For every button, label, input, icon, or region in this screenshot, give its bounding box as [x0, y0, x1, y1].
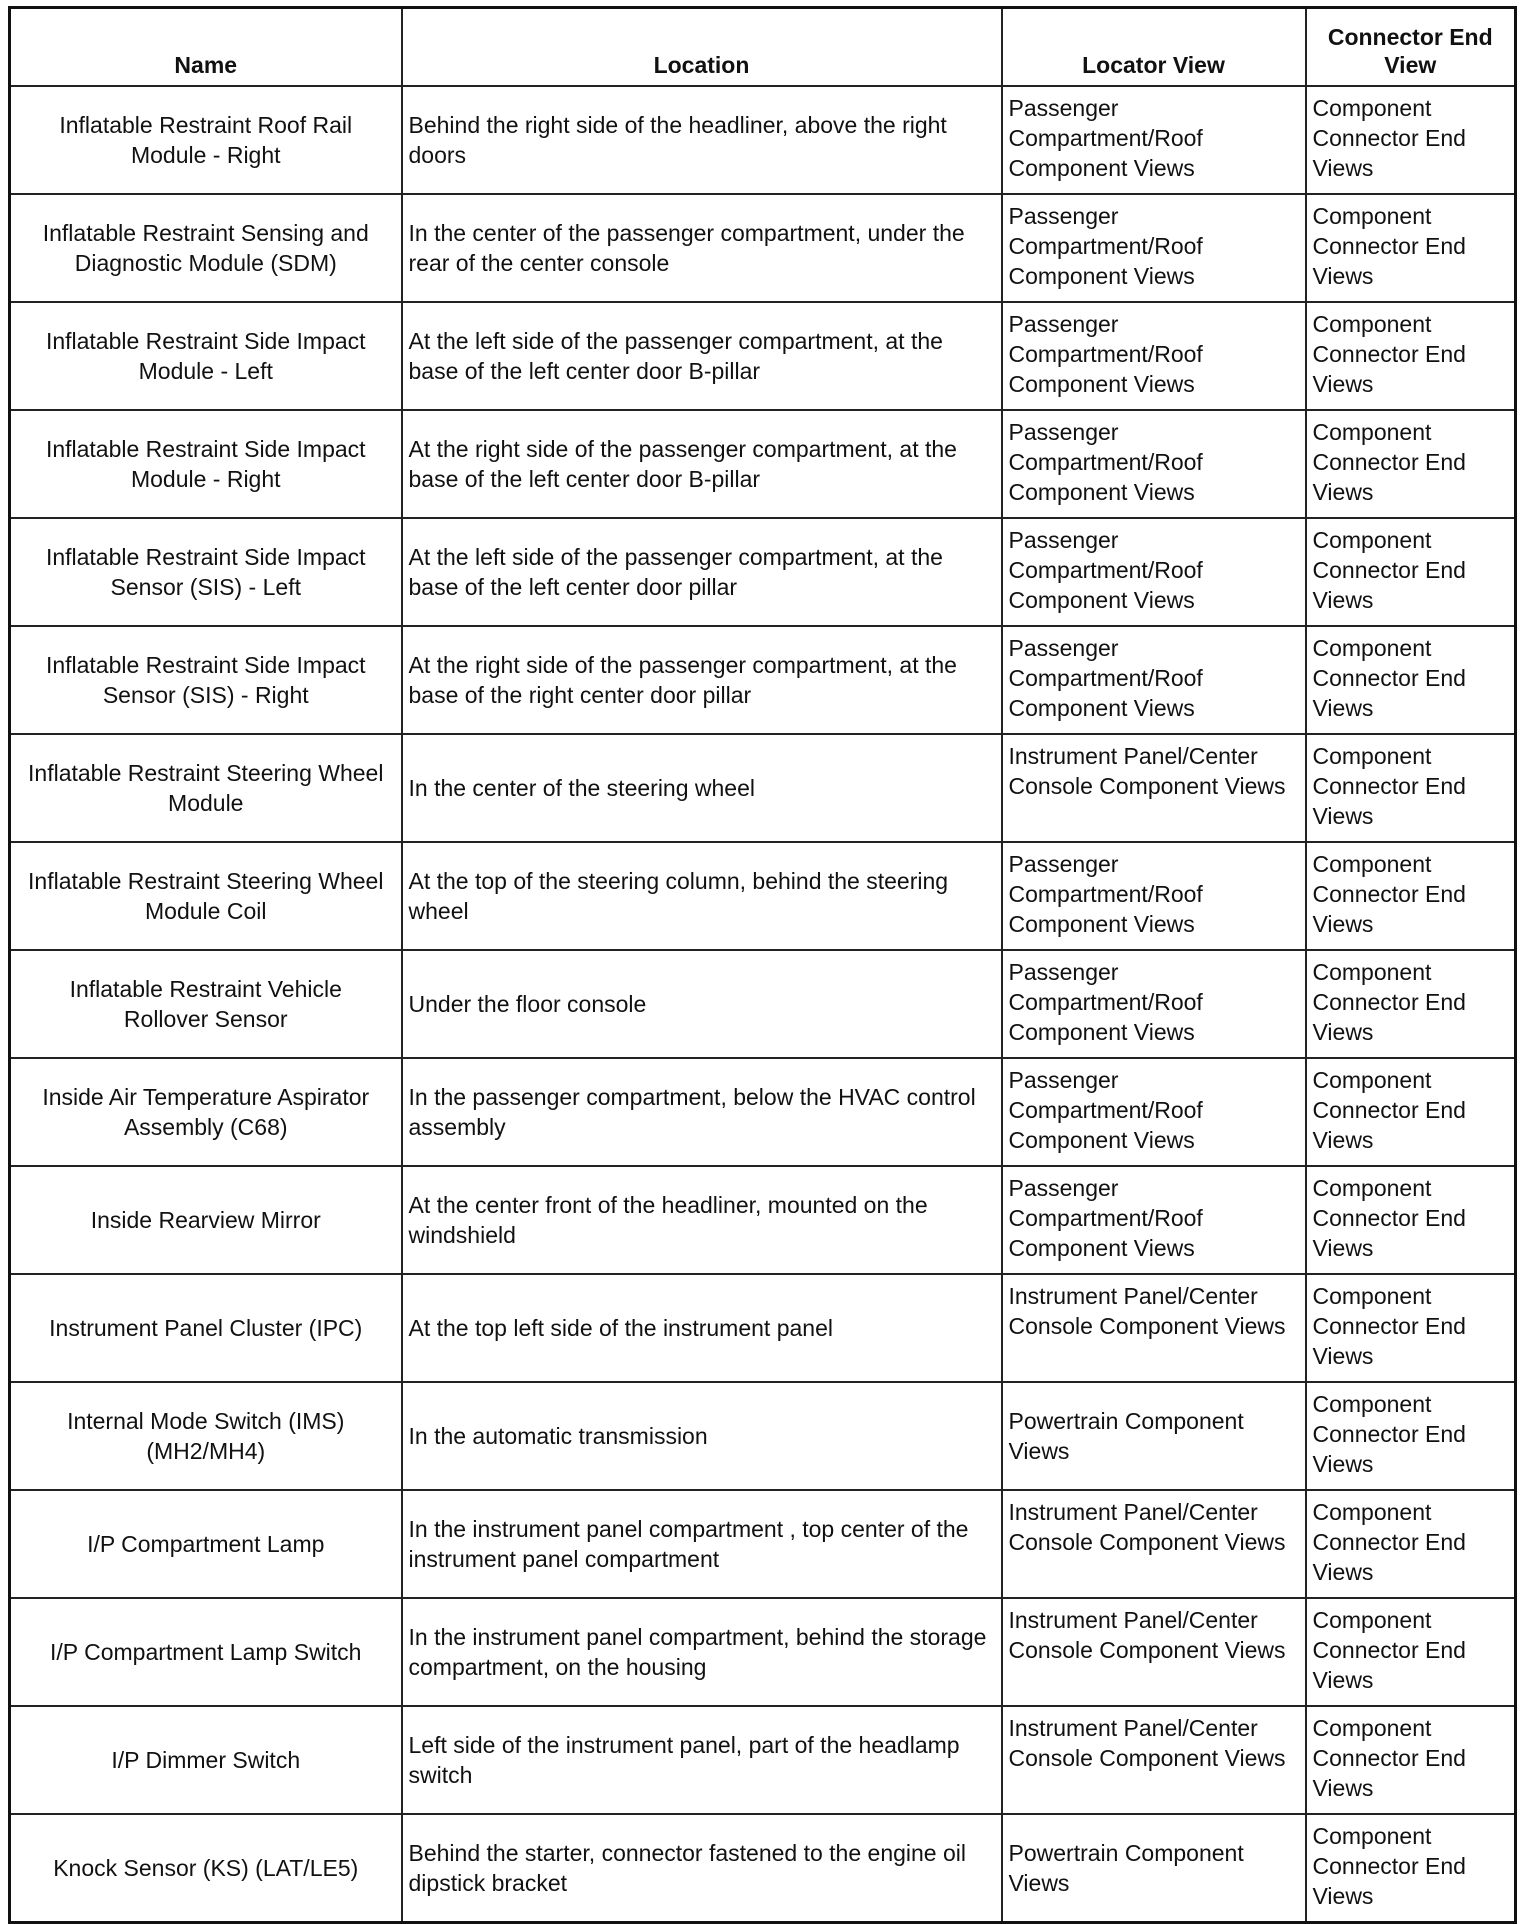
cell-name: Inflatable Restraint Roof Rail Module - Right [10, 86, 402, 194]
header-location: Location [402, 8, 1002, 87]
cell-location: In the automatic transmission [402, 1382, 1002, 1490]
cell-locator-view: Passenger Compartment/Roof Component Views [1002, 842, 1306, 950]
cell-connector-end-view: Component Connector End Views [1306, 1382, 1516, 1490]
cell-location: In the instrument panel compartment, behind the storage compartment, on the housing [402, 1598, 1002, 1706]
cell-connector-end-view: Component Connector End Views [1306, 1598, 1516, 1706]
cell-location: In the instrument panel compartment , top center of the instrument panel compartment [402, 1490, 1002, 1598]
cell-location: In the passenger compartment, below the HVAC control assembly [402, 1058, 1002, 1166]
cell-locator-view: Passenger Compartment/Roof Component Views [1002, 1058, 1306, 1166]
cell-connector-end-view: Component Connector End Views [1306, 194, 1516, 302]
table-row [10, 1058, 1516, 1166]
cell-name: Internal Mode Switch (IMS) (MH2/MH4) [10, 1382, 402, 1490]
table-row [10, 1382, 1516, 1490]
cell-name: Inflatable Restraint Side Impact Module - Right [10, 410, 402, 518]
document-page [8, 6, 1514, 1909]
cell-location: In the center of the passenger compartment, under the rear of the center console [402, 194, 1002, 302]
cell-location: At the right side of the passenger compartment, at the base of the left center door B-pillar [402, 410, 1002, 518]
table-row [10, 302, 1516, 410]
cell-location: At the center front of the headliner, mounted on the windshield [402, 1166, 1002, 1274]
cell-location: At the left side of the passenger compartment, at the base of the left center door B-pillar [402, 302, 1002, 410]
cell-name: I/P Compartment Lamp [10, 1490, 402, 1598]
cell-location: At the top left side of the instrument panel [402, 1274, 1002, 1382]
cell-connector-end-view: Component Connector End Views [1306, 518, 1516, 626]
cell-locator-view: Instrument Panel/Center Console Component Views [1002, 1274, 1306, 1382]
cell-locator-view: Passenger Compartment/Roof Component Views [1002, 626, 1306, 734]
cell-connector-end-view: Component Connector End Views [1306, 1490, 1516, 1598]
cell-name: I/P Compartment Lamp Switch [10, 1598, 402, 1706]
cell-connector-end-view: Component Connector End Views [1306, 1814, 1516, 1923]
cell-name: Inflatable Restraint Steering Wheel Module Coil [10, 842, 402, 950]
cell-locator-view: Passenger Compartment/Roof Component Views [1002, 518, 1306, 626]
cell-location: Behind the right side of the headliner, above the right doors [402, 86, 1002, 194]
table-row [10, 194, 1516, 302]
table-row [10, 1706, 1516, 1814]
table-row [10, 1490, 1516, 1598]
cell-locator-view: Passenger Compartment/Roof Component Views [1002, 302, 1306, 410]
cell-locator-view: Passenger Compartment/Roof Component Views [1002, 410, 1306, 518]
cell-connector-end-view: Component Connector End Views [1306, 1706, 1516, 1814]
cell-name: Inside Rearview Mirror [10, 1166, 402, 1274]
table-row [10, 1598, 1516, 1706]
cell-location: At the top of the steering column, behind the steering wheel [402, 842, 1002, 950]
cell-connector-end-view: Component Connector End Views [1306, 410, 1516, 518]
cell-name: Inflatable Restraint Side Impact Sensor (SIS) - Left [10, 518, 402, 626]
cell-name: Inflatable Restraint Side Impact Sensor (SIS) - Right [10, 626, 402, 734]
cell-locator-view: Passenger Compartment/Roof Component Views [1002, 1166, 1306, 1274]
cell-connector-end-view: Component Connector End Views [1306, 86, 1516, 194]
cell-connector-end-view: Component Connector End Views [1306, 1274, 1516, 1382]
cell-connector-end-view: Component Connector End Views [1306, 1058, 1516, 1166]
cell-location: At the left side of the passenger compartment, at the base of the left center door pillar [402, 518, 1002, 626]
cell-name: Inside Air Temperature Aspirator Assembly (C68) [10, 1058, 402, 1166]
cell-locator-view: Passenger Compartment/Roof Component Views [1002, 950, 1306, 1058]
table-row [10, 734, 1516, 842]
table-header-row [10, 8, 1516, 87]
header-connector-end-view: Connector End View [1306, 8, 1516, 87]
header-locator-view: Locator View [1002, 8, 1306, 87]
cell-connector-end-view: Component Connector End Views [1306, 626, 1516, 734]
cell-locator-view: Instrument Panel/Center Console Component Views [1002, 1490, 1306, 1598]
table-row [10, 1814, 1516, 1923]
cell-name: Inflatable Restraint Steering Wheel Module [10, 734, 402, 842]
cell-name: Inflatable Restraint Sensing and Diagnostic Module (SDM) [10, 194, 402, 302]
cell-connector-end-view: Component Connector End Views [1306, 950, 1516, 1058]
cell-connector-end-view: Component Connector End Views [1306, 734, 1516, 842]
table-row [10, 1166, 1516, 1274]
table-row [10, 950, 1516, 1058]
cell-name: Inflatable Restraint Vehicle Rollover Sensor [10, 950, 402, 1058]
table-row [10, 518, 1516, 626]
cell-locator-view: Passenger Compartment/Roof Component Views [1002, 86, 1306, 194]
header-name: Name [10, 8, 402, 87]
cell-location: In the center of the steering wheel [402, 734, 1002, 842]
table-row [10, 626, 1516, 734]
cell-locator-view: Passenger Compartment/Roof Component Views [1002, 194, 1306, 302]
cell-connector-end-view: Component Connector End Views [1306, 302, 1516, 410]
cell-locator-view: Instrument Panel/Center Console Component Views [1002, 1706, 1306, 1814]
cell-connector-end-view: Component Connector End Views [1306, 842, 1516, 950]
table-row [10, 86, 1516, 194]
cell-locator-view: Instrument Panel/Center Console Component Views [1002, 734, 1306, 842]
table-row [10, 410, 1516, 518]
table-row [10, 842, 1516, 950]
cell-location: Left side of the instrument panel, part of the headlamp switch [402, 1706, 1002, 1814]
cell-location: At the right side of the passenger compartment, at the base of the right center door pillar [402, 626, 1002, 734]
cell-location: Behind the starter, connector fastened to the engine oil dipstick bracket [402, 1814, 1002, 1923]
cell-locator-view: Powertrain Component Views [1002, 1382, 1306, 1490]
cell-locator-view: Instrument Panel/Center Console Component Views [1002, 1598, 1306, 1706]
cell-locator-view: Powertrain Component Views [1002, 1814, 1306, 1923]
cell-connector-end-view: Component Connector End Views [1306, 1166, 1516, 1274]
cell-name: Instrument Panel Cluster (IPC) [10, 1274, 402, 1382]
cell-location: Under the floor console [402, 950, 1002, 1058]
cell-name: I/P Dimmer Switch [10, 1706, 402, 1814]
cell-name: Inflatable Restraint Side Impact Module - Left [10, 302, 402, 410]
table-row [10, 1274, 1516, 1382]
cell-name: Knock Sensor (KS) (LAT/LE5) [10, 1814, 402, 1923]
component-locator-table [8, 6, 1517, 1924]
